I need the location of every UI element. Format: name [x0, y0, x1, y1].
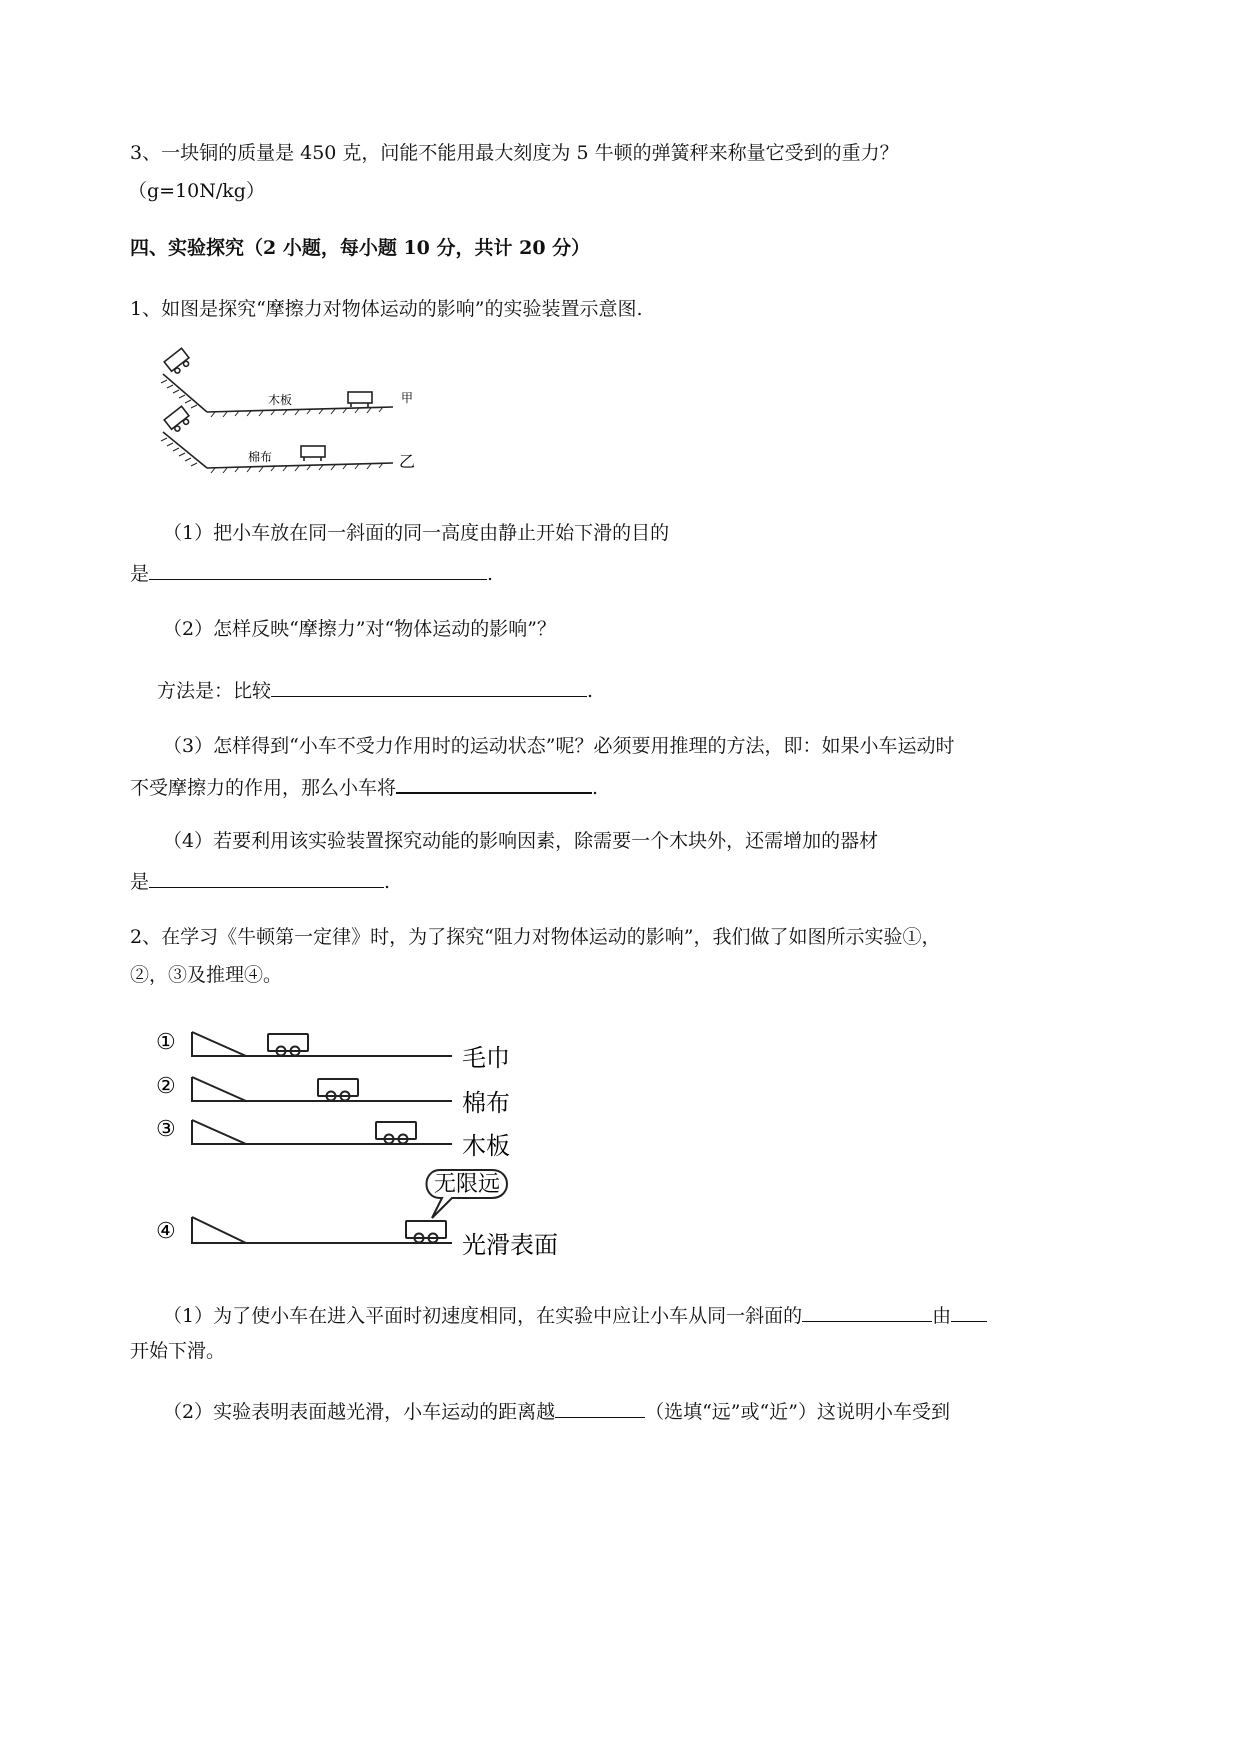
exp1-p3-prefix: 不受摩擦力的作用，那么小车将 — [130, 777, 397, 799]
exp2-p1-answer-blank-2[interactable] — [951, 1301, 987, 1322]
exp1-fig-tag-top: 甲 — [401, 391, 414, 405]
exp1-p2-method-suffix: . — [587, 680, 594, 702]
exp2-p2-suffix: （选填“远”或“近”）这说明小车受到 — [645, 1401, 950, 1423]
exp1-p2-method-prefix: 方法是：比较 — [157, 680, 272, 702]
exp2-fig-num-4: ④ — [156, 1219, 176, 1244]
exp2-p1-line2: 开始下滑。 — [130, 1340, 226, 1362]
exp1-p1-answer-blank[interactable] — [149, 559, 487, 580]
exp1-p1-prefix: 是 — [130, 563, 150, 585]
exp1-p2: （2）怎样反映“摩擦力”对“物体运动的影响”？ — [163, 618, 556, 640]
exp1-intro: 1、如图是探究“摩擦力对物体运动的影响”的实验装置示意图. — [130, 298, 643, 320]
exp1-p1-line1: （1）把小车放在同一斜面的同一高度由静止开始下滑的目的 — [163, 522, 670, 544]
exp1-fig-label-bottom: 棉布 — [248, 450, 273, 464]
exp1-p4-answer-blank[interactable] — [149, 867, 384, 888]
exp1-p3-line1: （3）怎样得到“小车不受力作用时的运动状态”呢？必须要用推理的方法，即：如果小车运动时 — [163, 735, 955, 757]
exp1-fig-label-top: 木板 — [268, 393, 293, 407]
exp2-fig-bubble-text: 无限远 — [434, 1172, 501, 1197]
section-heading: 四、实验探究（2 小题，每小题 10 分，共计 20 分） — [130, 237, 591, 259]
q3-line1: 3、一块铜的质量是 450 克，问能不能用最大刻度为 5 牛顿的弹簧秤来称量它受到的重力？ — [130, 142, 899, 164]
exp2-figure — [150, 1020, 570, 1270]
exp1-p4-prefix: 是 — [130, 871, 150, 893]
exp2-fig-num-1: ① — [156, 1030, 176, 1055]
exp1-p1-suffix: . — [487, 563, 494, 585]
exp1-p3-suffix: . — [592, 777, 599, 799]
exp2-p1-mid: 由 — [932, 1305, 952, 1327]
exp2-intro-line1: 2、在学习《牛顿第一定律》时，为了探究“阻力对物体运动的影响”，我们做了如图所示实验①， — [130, 926, 941, 948]
q3-line2: （g=10N/kg） — [128, 180, 265, 202]
exp2-p2 — [163, 1397, 950, 1424]
exp1-p4-suffix: . — [384, 871, 391, 893]
exp1-p2-answer-blank[interactable] — [271, 676, 587, 697]
exp2-fig-label-3: 木板 — [462, 1132, 510, 1160]
exp2-fig-num-2: ② — [156, 1074, 176, 1099]
exp1-p2-method — [157, 676, 593, 703]
exp1-p1-line2 — [130, 559, 493, 586]
exp2-fig-num-3: ③ — [156, 1117, 176, 1142]
exp2-fig-label-4: 光滑表面 — [462, 1231, 558, 1259]
exp1-p4-line2 — [130, 867, 390, 894]
exp1-p3-answer-blank[interactable] — [396, 772, 592, 794]
exp1-figure — [155, 330, 435, 480]
exp2-intro-line2: ②，③及推理④。 — [130, 964, 283, 986]
exp2-p1-answer-blank-1[interactable] — [802, 1301, 932, 1322]
exp1-p4-line1: （4）若要利用该实验装置探究动能的影响因素，除需要一个木块外，还需增加的器材 — [163, 830, 879, 852]
exp2-p2-prefix: （2）实验表明表面越光滑，小车运动的距离越 — [163, 1401, 556, 1423]
exp2-fig-label-2: 棉布 — [462, 1089, 510, 1117]
exp2-p2-answer-blank[interactable] — [555, 1397, 645, 1418]
exp1-fig-tag-bottom: 乙 — [399, 452, 416, 471]
exp2-p1-prefix: （1）为了使小车在进入平面时初速度相同，在实验中应让小车从同一斜面的 — [163, 1305, 803, 1327]
exp1-p3-line2 — [130, 772, 598, 800]
exp2-fig-label-1: 毛巾 — [462, 1044, 510, 1072]
exp2-p1-line1 — [163, 1301, 987, 1328]
